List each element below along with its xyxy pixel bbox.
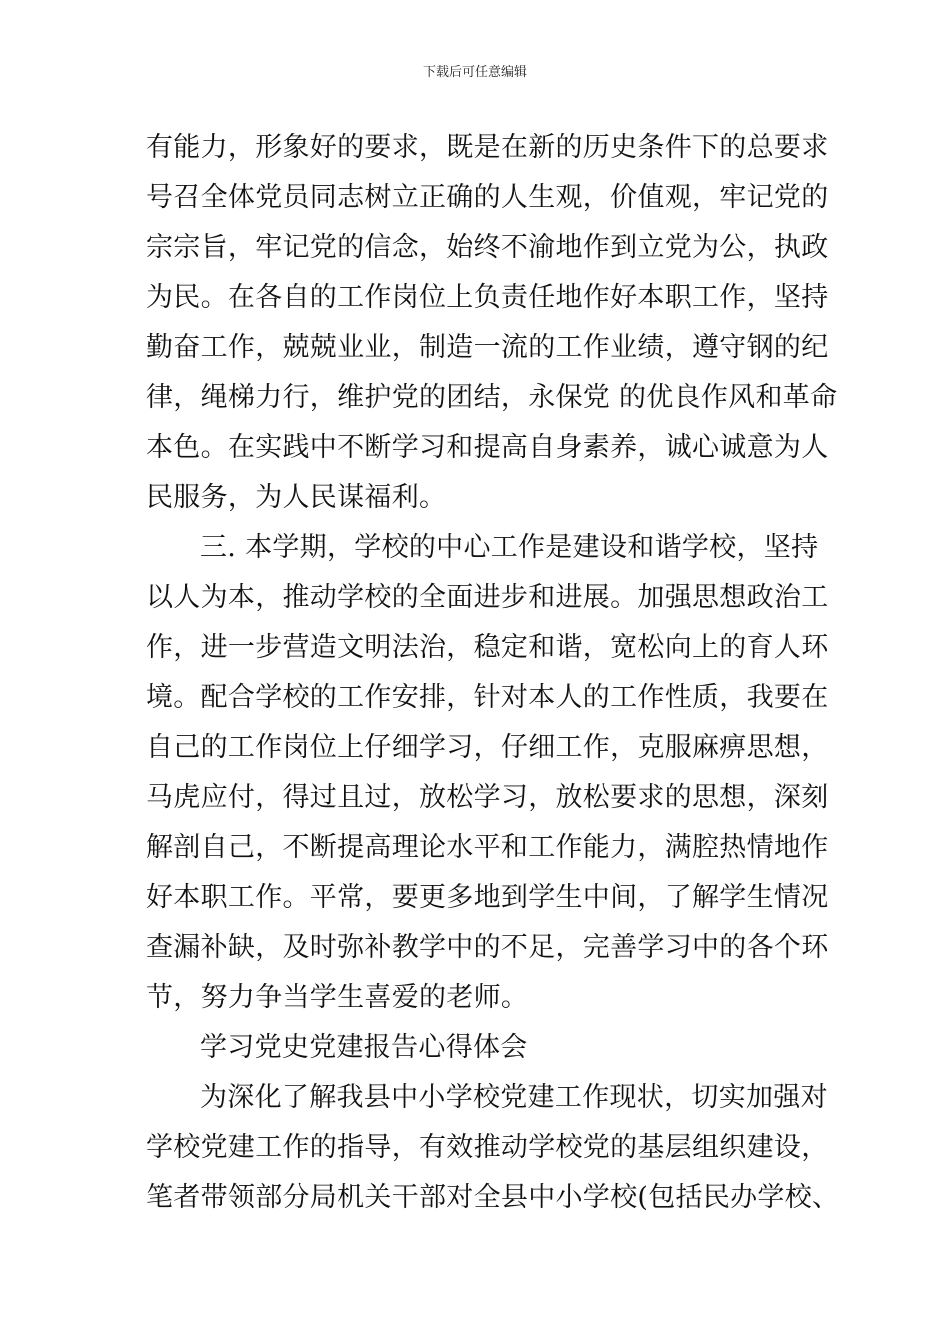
text-line: 作，进一步营造文明法治，稳定和谐，宽松向上的育人环 — [146, 632, 829, 663]
text-line: 民服务，为人民谋福利。 — [146, 482, 447, 513]
text-line: 为民。在各自的工作岗位上负责任地作好本职工作，坚持 — [146, 282, 829, 313]
text-line: 自己的工作岗位上仔细学习，仔细工作，克服麻痹思想， — [146, 732, 829, 763]
text-line: 马虎应付，得过且过，放松学习，放松要求的思想，深刻 — [146, 782, 829, 813]
text-line: 律，绳梯力行，维护党的团结，永保党 的优良作风和革命 — [146, 382, 838, 413]
text-line: 好本职工作。平常，要更多地到学生中间，了解学生情况 — [146, 882, 829, 913]
document-body — [146, 123, 840, 1223]
text-line: 笔者带领部分局机关干部对全县中小学校(包括民办学校、 — [146, 1182, 840, 1213]
section-title: 学习党史党建报告心得体会 — [200, 1032, 528, 1063]
text-line: 解剖自己，不断提高理论水平和工作能力，满腔热情地作 — [146, 832, 829, 863]
text-line: 境。配合学校的工作安排，针对本人的工作性质，我要在 — [146, 682, 829, 713]
text-line: 号召全体党员同志树立正确的人生观，价值观，牢记党的 — [146, 182, 829, 213]
text-line: 以人为本，推动学校的全面进步和进展。加强思想政治工 — [146, 582, 829, 613]
paragraph-start-line: 为深化了解我县中小学校党建工作现状，切实加强对 — [200, 1082, 828, 1113]
text-line: 有能力，形象好的要求，既是在新的历史条件下的总要求 — [146, 132, 829, 163]
text-line: 查漏补缺，及时弥补教学中的不足，完善学习中的各个环 — [146, 932, 829, 963]
text-line: 学校党建工作的指导，有效推动学校党的基层组织建设， — [146, 1132, 829, 1163]
text-line: 宗宗旨，牢记党的信念，始终不渝地作到立党为公，执政 — [146, 232, 829, 263]
text-line: 勤奋工作，兢兢业业，制造一流的工作业绩，遵守钢的纪 — [146, 332, 829, 363]
paragraph-start-line: 三. 本学期，学校的中心工作是建设和谐学校，坚持 — [200, 532, 819, 563]
text-line: 节，努力争当学生喜爱的老师。 — [146, 982, 529, 1013]
text-line: 本色。在实践中不断学习和提高自身素养，诚心诚意为人 — [146, 432, 829, 463]
page-header: 下载后可任意编辑 — [422, 65, 527, 80]
